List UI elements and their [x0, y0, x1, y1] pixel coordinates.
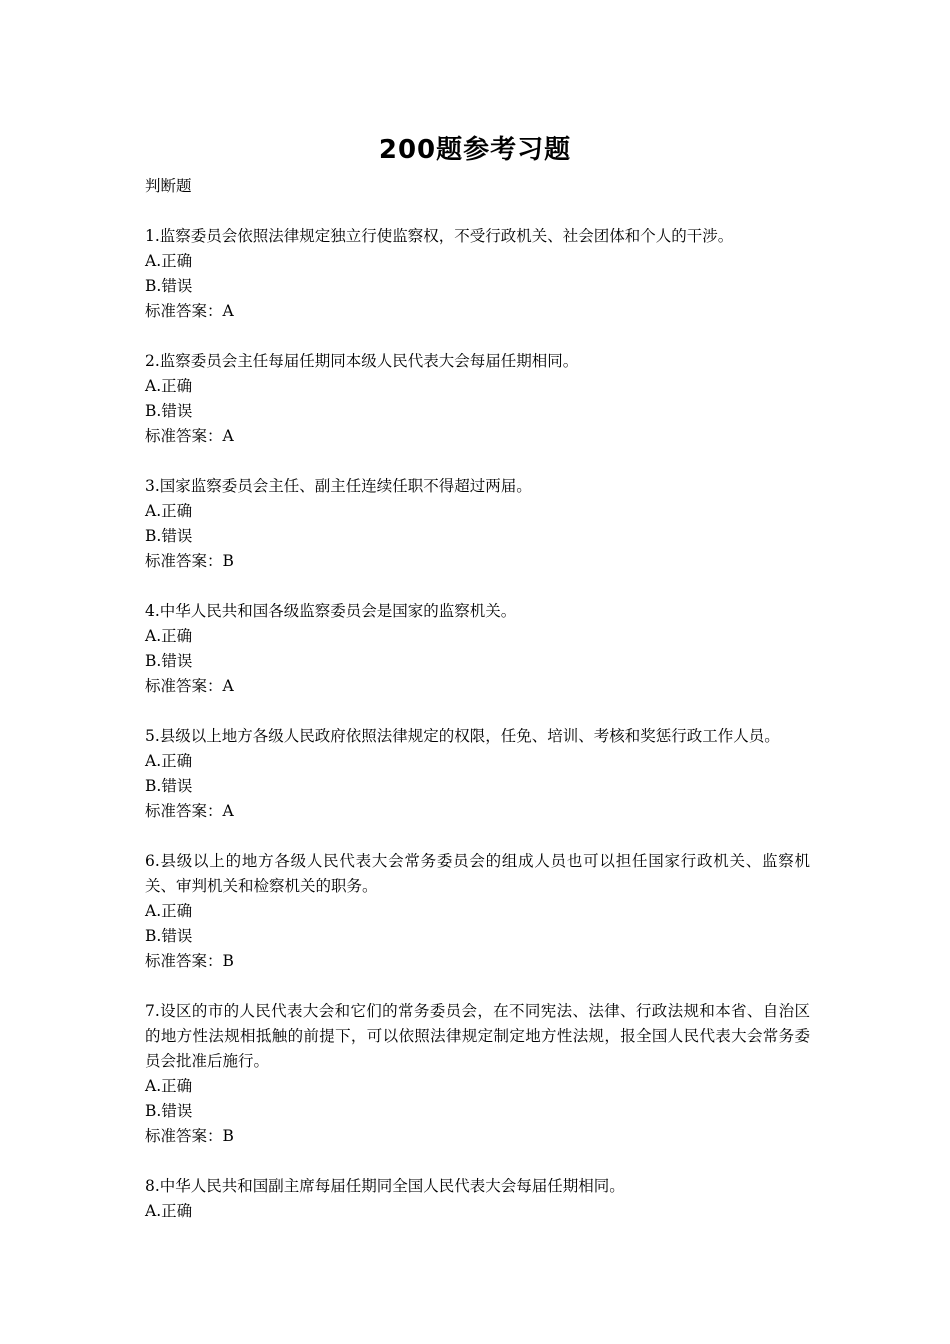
question-7 — [145, 999, 810, 1149]
option-b: B.错误 — [145, 1102, 193, 1120]
option-b: B.错误 — [145, 527, 193, 545]
question-text: 5.县级以上地方各级人民政府依照法律规定的权限，任免、培训、考核和奖惩行政工作人员。 — [145, 727, 780, 745]
answer-label: 标准答案： — [145, 1127, 223, 1145]
option-a: A.正确 — [145, 502, 193, 520]
question-5 — [145, 724, 810, 824]
question-4 — [145, 599, 810, 699]
question-text: 7.设区的市的人民代表大会和它们的常务委员会，在不同宪法、法律、行政法规和本省、自治区的地方性法规相抵触的前提下，可以依照法律规定制定地方性法规，报全国人民代表大会常务委员会批准后施行。 — [145, 1002, 810, 1070]
answer-value: A — [222, 302, 234, 320]
question-text: 4.中华人民共和国各级监察委员会是国家的监察机关。 — [145, 602, 517, 620]
question-1 — [145, 224, 810, 324]
option-a: A.正确 — [145, 1202, 193, 1220]
question-3 — [145, 474, 810, 574]
standard-answer — [145, 1124, 810, 1149]
option-b: B.错误 — [145, 777, 193, 795]
question-text: 8.中华人民共和国副主席每届任期同全国人民代表大会每届任期相同。 — [145, 1177, 625, 1195]
option-a: A.正确 — [145, 752, 193, 770]
option-b: B.错误 — [145, 402, 193, 420]
answer-label: 标准答案： — [145, 427, 223, 445]
standard-answer — [145, 674, 810, 699]
option-a: A.正确 — [145, 377, 193, 395]
answer-value: B — [222, 552, 234, 570]
answer-value: A — [222, 677, 234, 695]
question-8 — [145, 1174, 810, 1224]
question-6 — [145, 849, 810, 974]
question-text: 3.国家监察委员会主任、副主任连续任职不得超过两届。 — [145, 477, 532, 495]
standard-answer — [145, 424, 810, 449]
standard-answer — [145, 949, 810, 974]
question-text: 1.监察委员会依照法律规定独立行使监察权，不受行政机关、社会团体和个人的干涉。 — [145, 227, 734, 245]
document-title: 200题参考习题 — [378, 135, 572, 165]
answer-label: 标准答案： — [145, 677, 223, 695]
option-b: B.错误 — [145, 927, 193, 945]
standard-answer — [145, 549, 810, 574]
option-b: B.错误 — [145, 652, 193, 670]
answer-label: 标准答案： — [145, 952, 223, 970]
option-b: B.错误 — [145, 277, 193, 295]
answer-label: 标准答案： — [145, 552, 223, 570]
document-body — [145, 174, 810, 1249]
question-text: 6.县级以上的地方各级人民代表大会常务委员会的组成人员也可以担任国家行政机关、监察机关、审判机关和检察机关的职务。 — [145, 852, 810, 895]
option-a: A.正确 — [145, 902, 193, 920]
answer-label: 标准答案： — [145, 302, 223, 320]
answer-value: A — [222, 802, 234, 820]
option-a: A.正确 — [145, 627, 193, 645]
option-a: A.正确 — [145, 1077, 193, 1095]
standard-answer — [145, 299, 810, 324]
answer-label: 标准答案： — [145, 802, 223, 820]
option-a: A.正确 — [145, 252, 193, 270]
section-label: 判断题 — [145, 177, 192, 195]
question-text: 2.监察委员会主任每届任期同本级人民代表大会每届任期相同。 — [145, 352, 579, 370]
answer-value: A — [222, 427, 234, 445]
question-2 — [145, 349, 810, 449]
standard-answer — [145, 799, 810, 824]
answer-value: B — [222, 952, 234, 970]
answer-value: B — [222, 1127, 234, 1145]
